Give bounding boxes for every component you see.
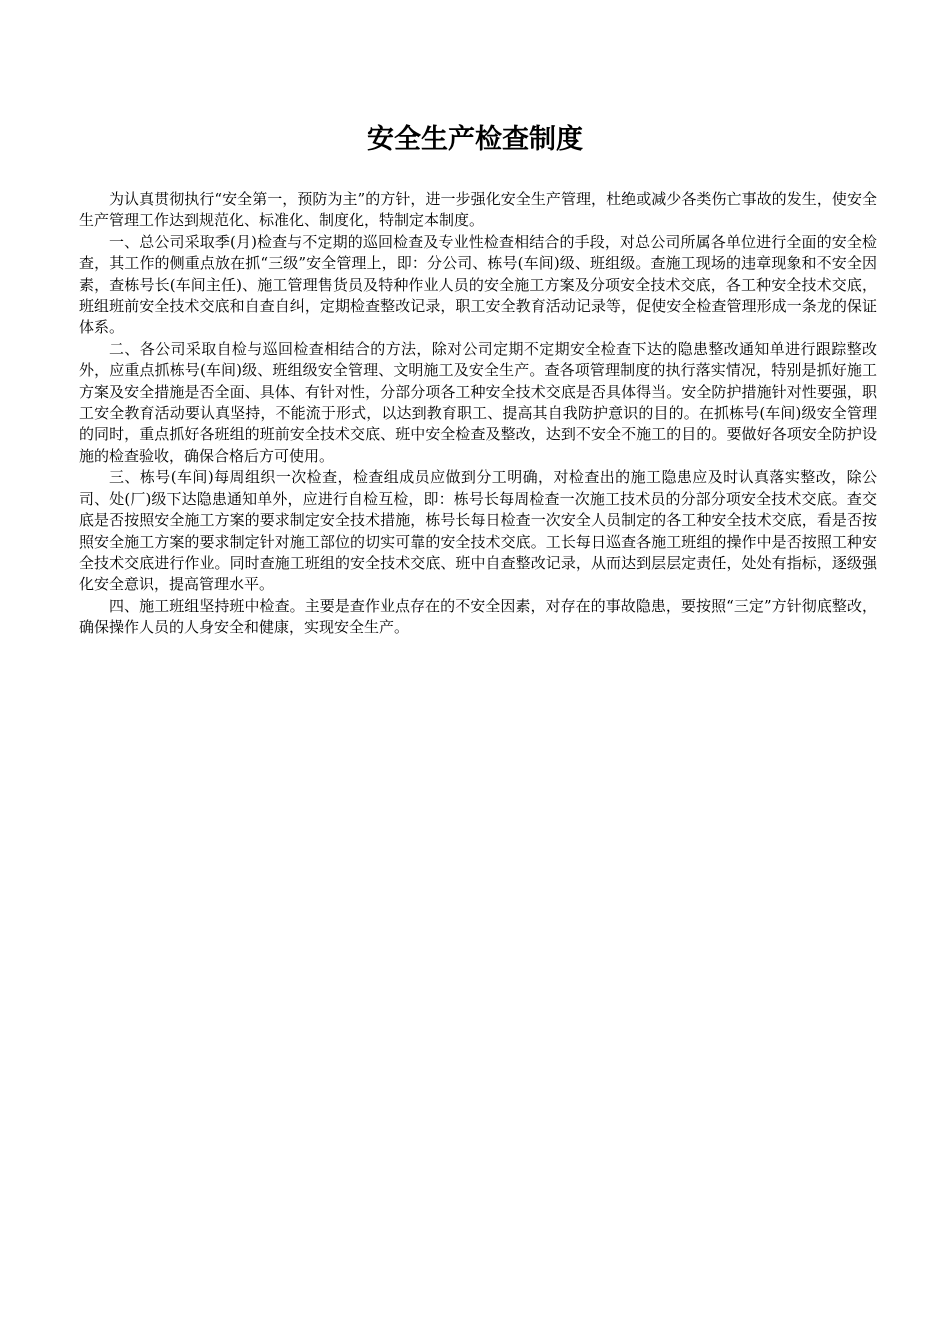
document-body (79, 189, 877, 639)
intro-paragraph: 为认真贯彻执行“安全第一，预防为主”的方针，进一步强化安全生产管理，杜绝或减少各类伤亡事故的发生，使安全生产管理工作达到规范化、标准化、制度化，特制定本制度。 (79, 190, 877, 230)
section-3-paragraph: 三、栋号(车间)每周组织一次检查，检查组成员应做到分工明确，对检查出的施工隐患应及时认真落实整改，除公司、处(厂)级下达隐患通知单外，应进行自检互检，即：栋号长每周检查一次施工技术员的分部分项安全技术交底。查交底是否按照安全施工方案的要求制定安全技术措施，栋号长每日检查一次安全人员制定的各工种安全技术交底，看是否按照安全施工方案的要求制定针对施工部位的切实可靠的安全技术交底。工长每日巡查各施工班组的操作中是否按照工种安全技术交底进行作业。同时查施工班组的安全技术交底、班中自查整改记录，从而达到层层定责任，处处有指标，逐级强化安全意识，提高管理水平。 (79, 468, 877, 594)
section-4-paragraph: 四、施工班组坚持班中检查。主要是查作业点存在的不安全因素，对存在的事故隐患，要按照“三定”方针彻底整改，确保操作人员的人身安全和健康，实现安全生产。 (79, 596, 877, 637)
section-2-paragraph: 二、各公司采取自检与巡回检查相结合的方法，除对公司定期不定期安全检查下达的隐患整改通知单进行跟踪整改外，应重点抓栋号(车间)级、班组级安全管理、文明施工及安全生产。查各项管理制度的执行落实情况，特别是抓好施工方案及安全措施是否全面、具体、有针对性，分部分项各工种安全技术交底是否具体得当。安全防护措施针对性要强，职工安全教育活动要认真坚持，不能流于形式，以达到教育职工、提高其自我防护意识的目的。在抓栋号(车间)级安全管理的同时，重点抓好各班组的班前安全技术交底、班中安全检查及整改，达到不安全不施工的目的。要做好各项安全防护设施的检查验收，确保合格后方可使用。 (79, 339, 877, 465)
section-1-paragraph: 一、总公司采取季(月)检查与不定期的巡回检查及专业性检查相结合的手段，对总公司所属各单位进行全面的安全检查，其工作的侧重点放在抓“三级”安全管理上，即：分公司、栋号(车间)级、班组级。查施工现场的违章现象和不安全因素，查栋号长(车间主任)、施工管理售货员及特种作业人员的安全施工方案及分项安全技术交底，各工种安全技术交底，班组班前安全技术交底和自查自纠，定期检查整改记录，职工安全教育活动记录等，促使安全检查管理形成一条龙的保证体系。 (79, 232, 877, 337)
document-title: 安全生产检查制度 (367, 124, 583, 155)
